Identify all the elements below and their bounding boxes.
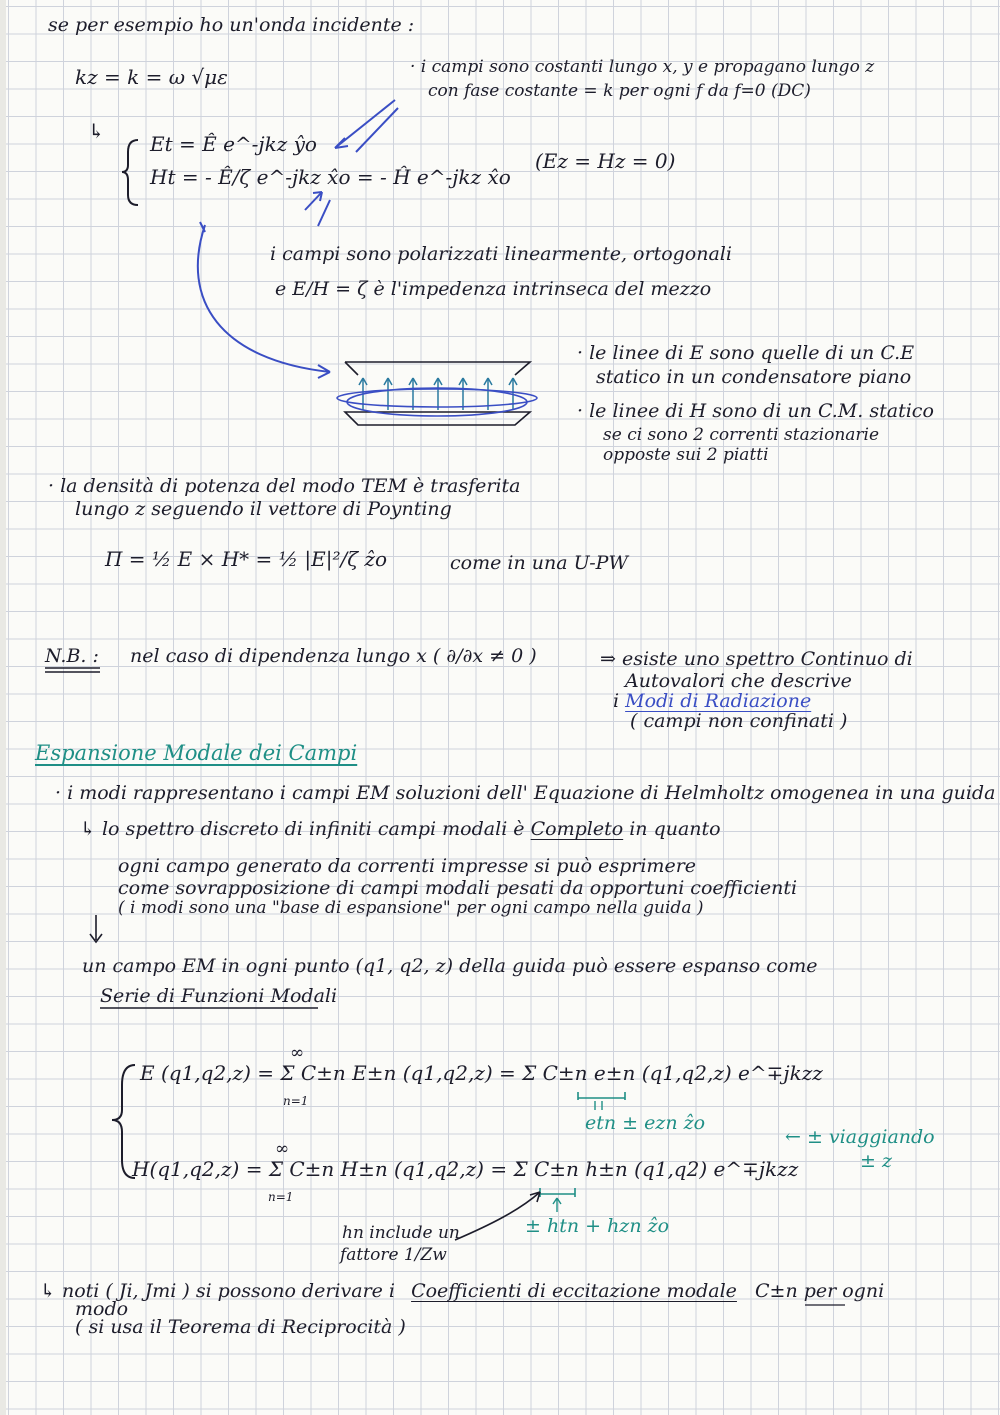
sum-bottom-E: n=1 xyxy=(283,1094,309,1108)
nb-result-3-prefix: i xyxy=(613,690,620,712)
Et-equation: Et = Ê e^-jkz ŷo xyxy=(150,132,317,156)
expansion-line: un campo EM in ogni punto (q1, q2, z) della guida può essere espanso come xyxy=(82,955,818,977)
kz-equation: kz = k = ω √με xyxy=(75,65,228,89)
page-binding-edge xyxy=(0,0,6,1415)
nb-result-3 xyxy=(613,690,811,712)
note-constant-fields-2: con fase costante = k per ogni f da f=0 (DC) xyxy=(428,81,811,101)
poynting-equation: Π = ½ E × H* = ½ |E|²/ζ ẑo xyxy=(105,547,387,571)
hook-arrow: ↳ xyxy=(88,119,105,143)
polarization-note-1: i campi sono polarizzati linearmente, ortogonali xyxy=(270,243,732,265)
nb-label: N.B. : xyxy=(45,645,99,667)
reciprocity-note: ( si usa il Teorema di Reciprocità ) xyxy=(75,1316,406,1338)
nb-result-4: ( campi non confinati ) xyxy=(630,710,848,732)
H-lines-note-3: opposte sui 2 piatti xyxy=(603,445,769,465)
cn-per-mode: C±n per ogni xyxy=(754,1280,885,1302)
known-sources-line xyxy=(40,1280,884,1302)
modes-line-2a: ↳ lo spettro discreto di infiniti campi modali è xyxy=(80,818,525,840)
polarization-note-2: e E/H = ζ è l'impedenza intrinseca del mezzo xyxy=(275,278,712,300)
modes-line-1: · i modi rappresentano i campi EM soluzioni dell' Equazione di Helmholtz omogenea in una guida xyxy=(55,782,996,804)
sum-bottom-H: n=1 xyxy=(268,1190,294,1204)
series-label: Serie di Funzioni Modali xyxy=(100,985,338,1007)
h-decomposition: ± htn + hzn ẑo xyxy=(525,1215,670,1237)
modes-line-5: ( i modi sono una "base di espansione" per ogni campo nella guida ) xyxy=(118,898,704,918)
sum-top-H: ∞ xyxy=(275,1139,290,1159)
E-lines-note-1: · le linee di E sono quelle di un C.E xyxy=(577,342,915,364)
note-constant-fields-1: · i campi sono costanti lungo x, y e propagano lungo z xyxy=(410,57,875,77)
intro-text: se per esempio ho un'onda incidente : xyxy=(48,14,415,36)
radiation-modes-label: Modi di Radiazione xyxy=(625,690,812,712)
known-sources-text: ↳ noti ( Ji, Jmi ) si possono derivare i xyxy=(40,1280,396,1302)
modes-line-3: ogni campo generato da correnti impresse si può esprimere xyxy=(118,855,697,877)
travel-label-1: ← ± viaggiando xyxy=(785,1126,935,1148)
H-lines-note-1: · le linee di H sono di un C.M. statico xyxy=(577,400,934,422)
H-lines-note-2: se ci sono 2 correnti stazionarie xyxy=(603,425,880,445)
modes-line-2c: in quanto xyxy=(629,818,721,840)
E-series-equation: E (q1,q2,z) = Σ C±n E±n (q1,q2,z) = Σ C±n e±n (q1,q2,z) e^∓jkzz xyxy=(140,1061,823,1085)
complete-label: Completo xyxy=(530,818,624,840)
Ez-Hz-zero: (Ez = Hz = 0) xyxy=(535,149,676,173)
travel-label-2: ± z xyxy=(860,1150,892,1172)
modal-excitation-coefficients: Coefficienti di eccitazione modale xyxy=(411,1280,737,1302)
h-factor-note-1: hn include un xyxy=(342,1223,460,1243)
power-density-1: · la densità di potenza del modo TEM è trasferita xyxy=(48,475,521,497)
e-decomposition: etn ± ezn ẑo xyxy=(585,1112,706,1134)
nb-text: nel caso di dipendenza lungo x ( ∂/∂x ≠ 0 ) xyxy=(130,645,537,667)
E-lines-note-2: statico in un condensatore piano xyxy=(596,366,912,388)
sum-top-E: ∞ xyxy=(290,1043,305,1063)
modes-line-2 xyxy=(80,818,721,840)
known-mode-word: modo xyxy=(75,1298,129,1320)
H-series-equation: H(q1,q2,z) = Σ C±n H±n (q1,q2,z) = Σ C±n h±n (q1,q2) e^∓jkzz xyxy=(132,1157,799,1181)
h-factor-note-2: fattore 1/Zw xyxy=(340,1245,447,1265)
modes-line-4: come sovrapposizione di campi modali pesati da opportuni coefficienti xyxy=(118,877,798,899)
power-density-2: lungo z seguendo il vettore di Poynting xyxy=(75,498,452,520)
Ht-equation: Ht = - Ê/ζ e^-jkz x̂o = - Ĥ e^-jkz x̂o xyxy=(150,165,511,189)
upw-comparison: come in una U-PW xyxy=(450,552,628,574)
section-title: Espansione Modale dei Campi xyxy=(35,741,358,765)
nb-result-1: ⇒ esiste uno spettro Continuo di xyxy=(600,648,913,670)
nb-result-2: Autovalori che descrive xyxy=(625,670,852,692)
